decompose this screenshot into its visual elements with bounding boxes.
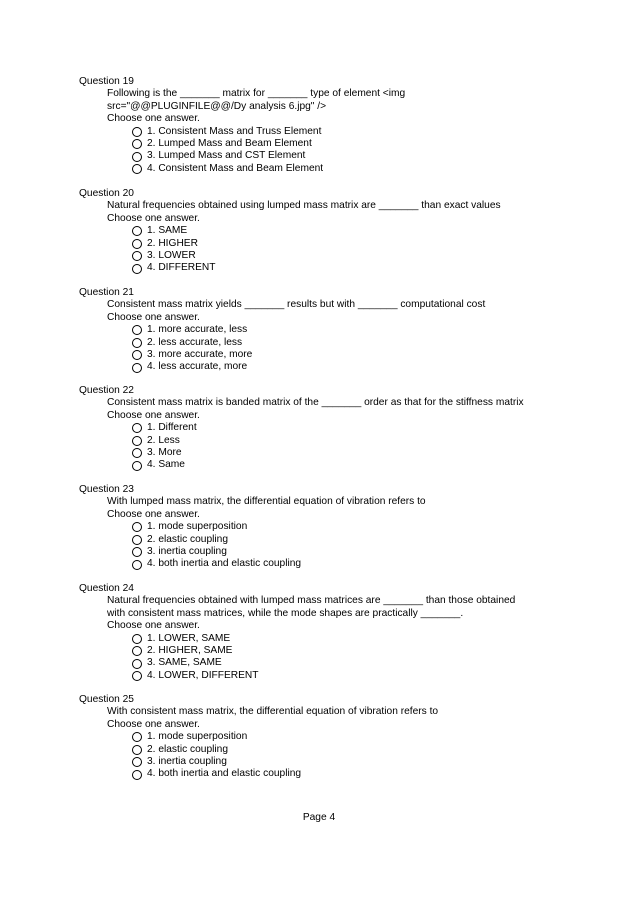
radio-button-icon[interactable] <box>132 139 142 149</box>
answer-option[interactable] <box>132 645 549 657</box>
radio-button-icon[interactable] <box>132 436 142 446</box>
answer-option[interactable] <box>132 126 549 138</box>
question-19 <box>79 76 549 175</box>
question-text-line: Natural frequencies obtained using lumped mass matrix are _______ than exact values <box>107 200 501 212</box>
answer-option[interactable] <box>132 447 559 459</box>
option-label: 2. elastic coupling <box>147 743 228 755</box>
option-label: 3. inertia coupling <box>147 545 227 557</box>
answer-option[interactable] <box>132 534 549 546</box>
radio-button-icon[interactable] <box>132 423 142 433</box>
choose-prompt: Choose one answer. <box>107 212 200 224</box>
question-text-line: Following is the _______ matrix for _______ type of element <img <box>107 88 406 100</box>
answer-option[interactable] <box>132 633 549 645</box>
question-text-line: Natural frequencies obtained with lumped mass matrices are _______ than those obtained <box>107 595 516 607</box>
radio-button-icon[interactable] <box>132 560 142 570</box>
answer-option[interactable] <box>132 744 549 756</box>
answer-option[interactable] <box>132 670 549 682</box>
answer-option[interactable] <box>132 657 549 669</box>
option-label: 1. mode superposition <box>147 521 248 533</box>
radio-button-icon[interactable] <box>132 338 142 348</box>
radio-button-icon[interactable] <box>132 522 142 532</box>
question-20 <box>79 188 549 275</box>
choose-prompt: Choose one answer. <box>107 113 200 125</box>
option-label: 3. SAME, SAME <box>147 657 222 669</box>
question-title: Question 20 <box>79 188 134 199</box>
radio-button-icon[interactable] <box>132 164 142 174</box>
radio-button-icon[interactable] <box>132 264 142 274</box>
radio-button-icon[interactable] <box>132 732 142 742</box>
answer-option[interactable] <box>132 150 549 162</box>
answer-option[interactable] <box>132 324 549 336</box>
question-22 <box>79 385 559 472</box>
radio-button-icon[interactable] <box>132 757 142 767</box>
answer-option[interactable] <box>132 731 549 743</box>
question-text-line: With consistent mass matrix, the differential equation of vibration refers to <box>107 706 439 718</box>
question-21 <box>79 287 549 374</box>
choose-prompt: Choose one answer. <box>107 311 200 323</box>
question-title: Question 22 <box>79 385 134 396</box>
radio-button-icon[interactable] <box>132 325 142 335</box>
radio-button-icon[interactable] <box>132 461 142 471</box>
radio-button-icon[interactable] <box>132 634 142 644</box>
answer-option[interactable] <box>132 337 549 349</box>
radio-button-icon[interactable] <box>132 547 142 557</box>
option-label: 1. mode superposition <box>147 731 248 743</box>
radio-button-icon[interactable] <box>132 127 142 137</box>
page-number: Page 4 <box>302 812 336 823</box>
radio-button-icon[interactable] <box>132 659 142 669</box>
answer-option[interactable] <box>132 138 549 150</box>
question-text-line: Consistent mass matrix is banded matrix of the _______ order as that for the stiffness matrix <box>107 397 524 409</box>
question-title: Question 23 <box>79 484 134 495</box>
choose-prompt: Choose one answer. <box>107 718 200 730</box>
answer-option[interactable] <box>132 546 549 558</box>
answer-option[interactable] <box>132 459 559 471</box>
answer-option[interactable] <box>132 250 549 262</box>
option-label: 2. less accurate, less <box>147 336 243 348</box>
answer-option[interactable] <box>132 349 549 361</box>
answer-option[interactable] <box>132 262 549 274</box>
option-label: 1. Different <box>147 422 197 434</box>
question-text-line: src="@@PLUGINFILE@@/Dy analysis 6.jpg" /> <box>107 100 327 112</box>
radio-button-icon[interactable] <box>132 535 142 545</box>
answer-option[interactable] <box>132 422 559 434</box>
answer-option[interactable] <box>132 558 549 570</box>
option-label: 2. elastic coupling <box>147 533 228 545</box>
option-label: 3. LOWER <box>147 249 196 261</box>
question-title: Question 21 <box>79 287 134 298</box>
answer-option[interactable] <box>132 361 549 373</box>
choose-prompt: Choose one answer. <box>107 620 200 632</box>
option-label: 1. more accurate, less <box>147 324 248 336</box>
choose-prompt: Choose one answer. <box>107 409 200 421</box>
option-label: 3. More <box>147 446 182 458</box>
option-label: 4. Same <box>147 459 185 471</box>
option-label: 2. Less <box>147 434 180 446</box>
answer-option[interactable] <box>132 768 549 780</box>
option-label: 3. more accurate, more <box>147 348 253 360</box>
option-label: 4. less accurate, more <box>147 361 248 373</box>
question-title: Question 19 <box>79 76 134 87</box>
option-label: 4. both inertia and elastic coupling <box>147 768 302 780</box>
option-label: 2. HIGHER, SAME <box>147 644 233 656</box>
radio-button-icon[interactable] <box>132 646 142 656</box>
question-text-line: with consistent mass matrices, while the mode shapes are practically _______. <box>107 607 464 619</box>
option-label: 1. LOWER, SAME <box>147 632 231 644</box>
radio-button-icon[interactable] <box>132 226 142 236</box>
option-label: 2. Lumped Mass and Beam Element <box>147 137 312 149</box>
option-label: 2. HIGHER <box>147 237 198 249</box>
question-25 <box>79 694 549 781</box>
option-label: 3. inertia coupling <box>147 755 227 767</box>
answer-option[interactable] <box>132 225 549 237</box>
question-title: Question 24 <box>79 583 134 594</box>
option-label: 1. Consistent Mass and Truss Element <box>147 125 322 137</box>
answer-option[interactable] <box>132 756 549 768</box>
radio-button-icon[interactable] <box>132 363 142 373</box>
option-label: 4. DIFFERENT <box>147 262 216 274</box>
question-23 <box>79 484 549 571</box>
radio-button-icon[interactable] <box>132 770 142 780</box>
radio-button-icon[interactable] <box>132 251 142 261</box>
radio-button-icon[interactable] <box>132 350 142 360</box>
answer-option[interactable] <box>132 163 549 175</box>
option-label: 1. SAME <box>147 225 188 237</box>
radio-button-icon[interactable] <box>132 745 142 755</box>
question-24 <box>79 583 549 682</box>
option-label: 3. Lumped Mass and CST Element <box>147 150 306 162</box>
question-text-line: With lumped mass matrix, the differential equation of vibration refers to <box>107 496 426 508</box>
choose-prompt: Choose one answer. <box>107 508 200 520</box>
answer-option[interactable] <box>132 521 549 533</box>
question-text-line: Consistent mass matrix yields _______ results but with _______ computational cost <box>107 299 486 311</box>
option-label: 4. LOWER, DIFFERENT <box>147 669 259 681</box>
radio-button-icon[interactable] <box>132 671 142 681</box>
answer-option[interactable] <box>132 435 559 447</box>
radio-button-icon[interactable] <box>132 239 142 249</box>
option-label: 4. Consistent Mass and Beam Element <box>147 162 324 174</box>
radio-button-icon[interactable] <box>132 448 142 458</box>
option-label: 4. both inertia and elastic coupling <box>147 558 302 570</box>
radio-button-icon[interactable] <box>132 152 142 162</box>
answer-option[interactable] <box>132 238 549 250</box>
question-title: Question 25 <box>79 694 134 705</box>
